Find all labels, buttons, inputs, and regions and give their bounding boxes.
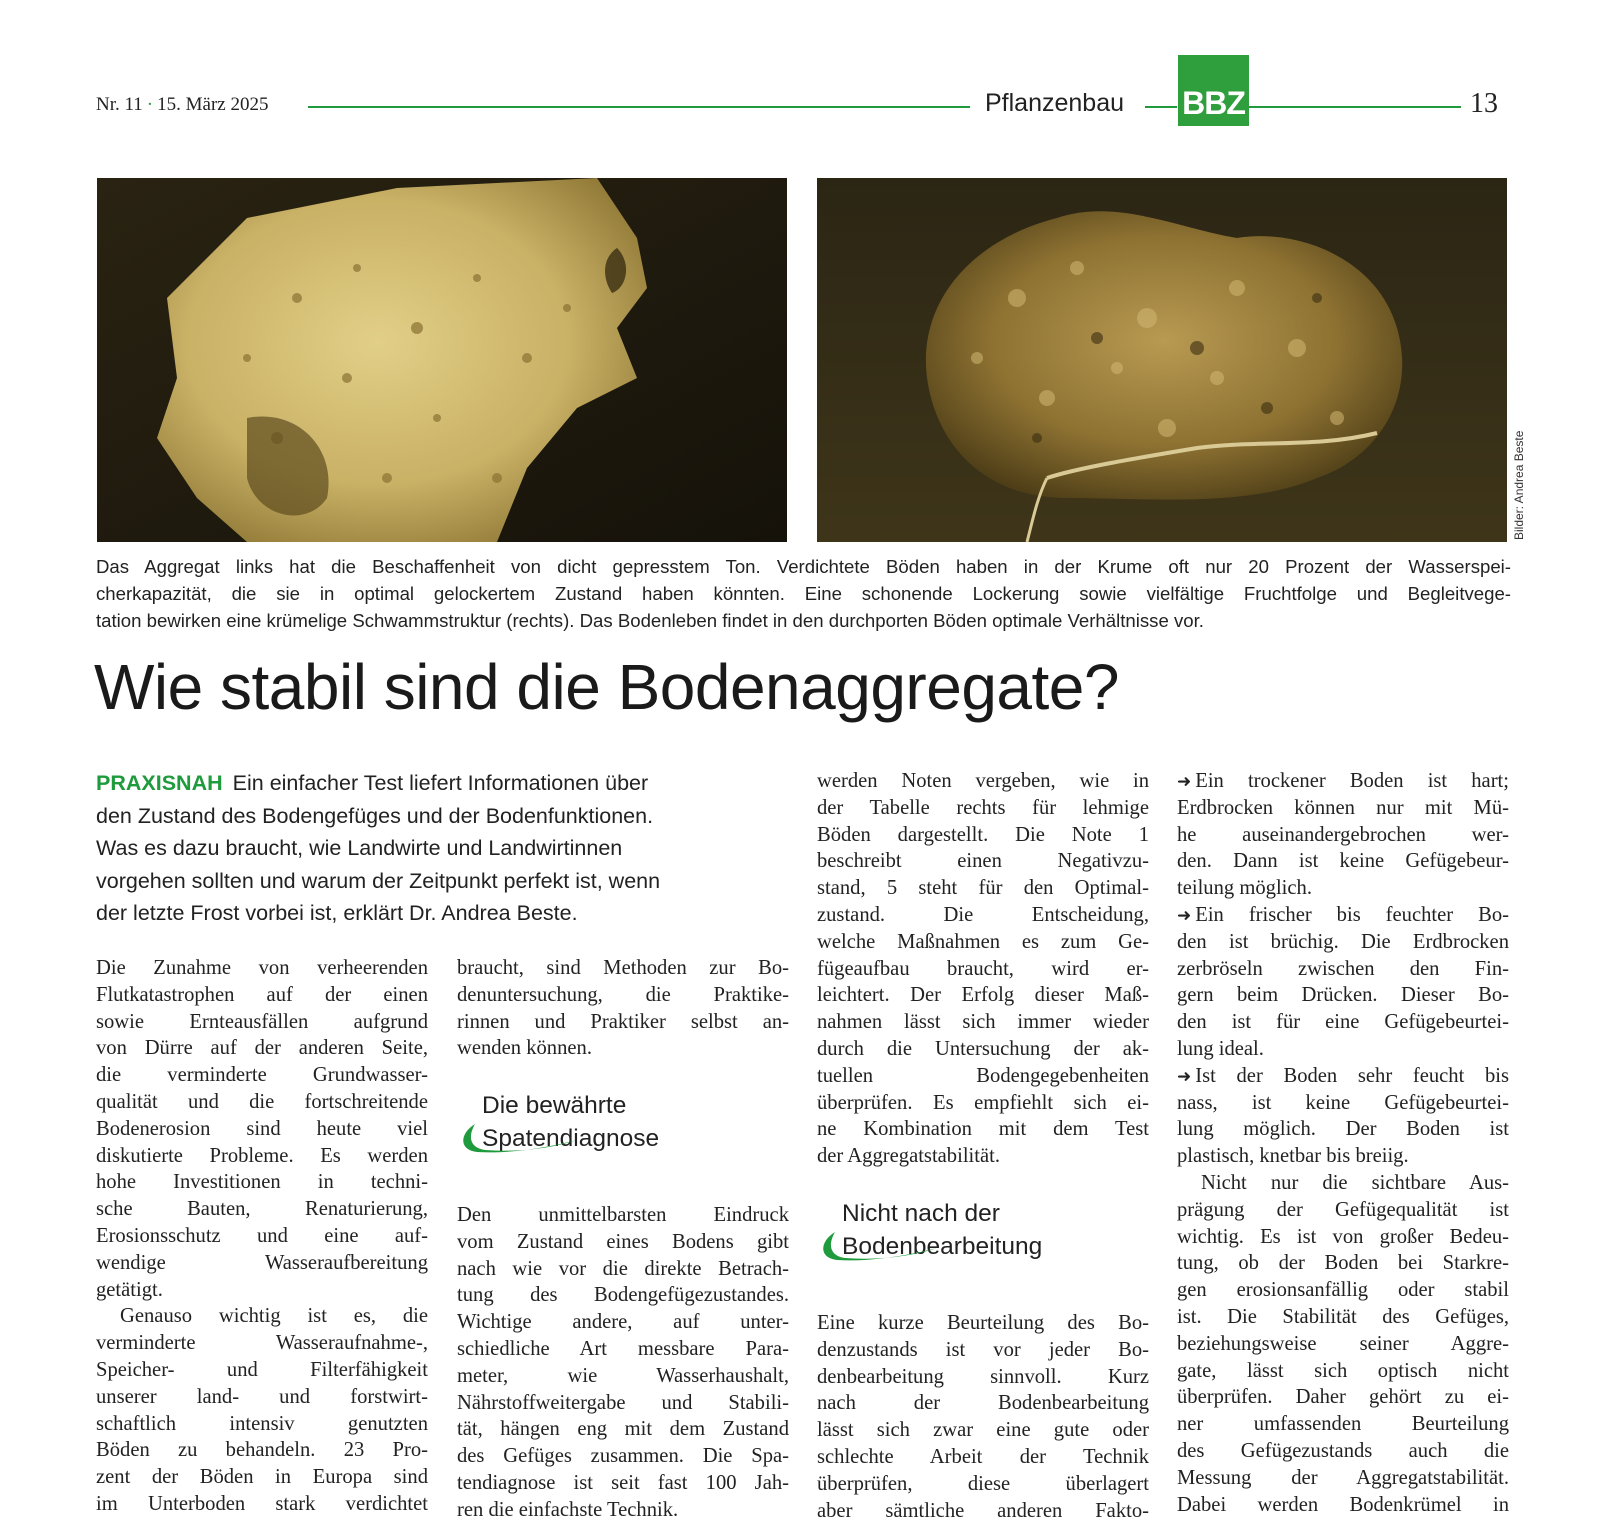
article-headline: Wie stabil sind die Bodenaggregate? <box>94 651 1119 723</box>
text-line-content: ner umfassenden Beurteilung <box>1177 1413 1509 1436</box>
text-line-content: durch die Untersuchung der ak- <box>817 1037 1149 1060</box>
issue-date <box>96 94 268 116</box>
text-line <box>1177 1009 1509 1036</box>
section-title: Pflanzenbau <box>985 89 1125 117</box>
text-line <box>96 982 428 1009</box>
text-line <box>96 1116 428 1143</box>
text-line <box>817 1390 1149 1417</box>
subhead-swoosh-icon <box>817 1228 947 1268</box>
text-line <box>457 1416 789 1443</box>
text-line-content: tung des Bodengefügezustandes. <box>457 1284 789 1307</box>
text-line-content: denbearbeitung sinnvoll. Kurz <box>817 1365 1149 1388</box>
text-line-content: fügeaufbau braucht, wird er- <box>817 957 1149 980</box>
text-line <box>457 1202 789 1229</box>
text-line-content: im Unterboden stark verdichtet <box>96 1492 428 1515</box>
text-line <box>817 848 1149 875</box>
text-line-content: qualität und die fortschreitende <box>96 1090 428 1113</box>
text-line <box>817 1090 1149 1117</box>
text-line <box>817 875 1149 902</box>
text-line-content: Nährstoffweitergabe und Stabili- <box>457 1391 789 1414</box>
body-column-2-top <box>457 955 789 1062</box>
text-line-content: gern beim Drücken. Dieser Bo- <box>1177 984 1509 1007</box>
text-line-content: denzustands ist vor jeder Bo- <box>817 1338 1149 1361</box>
text-line-content: tung, ob der Boden bei Starkre- <box>1177 1252 1509 1275</box>
text-line <box>1177 929 1509 956</box>
text-line <box>1177 902 1509 929</box>
text-line-content: Den unmittelbarsten Eindruck <box>457 1204 789 1226</box>
text-line-content: Ein frischer bis feuchter Bo- <box>1195 903 1509 926</box>
text-line-content: wendige Wasseraufbereitung <box>96 1251 428 1274</box>
text-line-content: nach der Bodenbearbeitung <box>817 1392 1149 1415</box>
text-line-content: Wichtige andere, auf unter- <box>457 1311 789 1334</box>
text-line-content: diskutierte Probleme. Es werden <box>96 1144 428 1167</box>
text-line <box>96 1223 428 1250</box>
text-line-content: Genauso wichtig ist es, die <box>120 1305 428 1328</box>
text-line <box>817 1337 1149 1364</box>
text-line-content: Ist der Boden sehr feucht bis <box>1195 1064 1509 1087</box>
text-line-content: sowie Ernteausfällen aufgrund <box>96 1010 428 1033</box>
text-line-content: den ist für eine Gefügebeurtei- <box>1177 1011 1509 1034</box>
text-line-content: teilung möglich. <box>1177 877 1312 900</box>
text-line-content: Messung der Aggregatstabilität. <box>1177 1466 1509 1489</box>
body-column-4 <box>1177 768 1509 1518</box>
text-line <box>96 1009 428 1036</box>
subhead-line: Spatendiagnose <box>482 1124 660 1152</box>
text-line-content: stand, 5 steht für den Optimal- <box>817 877 1149 900</box>
text-line-content: von Dürre auf der anderen Seite, <box>96 1037 428 1060</box>
text-line <box>96 955 428 982</box>
text-line <box>457 1470 789 1497</box>
text-line-content: wenden können. <box>457 1037 592 1060</box>
text-line-content: nass, ist keine Gefügebeurtei- <box>1177 1091 1509 1114</box>
text-line-content: Dabei werden Bodenkrümel in <box>1177 1493 1509 1516</box>
text-line-content: werden Noten vergeben, wie in <box>817 770 1149 792</box>
photo-crumbly-aggregate <box>817 178 1507 542</box>
body-column-3-top <box>817 768 1149 1170</box>
text-line <box>457 1497 789 1524</box>
text-line <box>817 1471 1149 1498</box>
logo-text: BBZ <box>1182 85 1245 121</box>
text-line-content: Böden dargestellt. Die Note 1 <box>817 823 1149 846</box>
lead-line: der letzte Frost vorbei ist, erklärt Dr. Andrea Beste. <box>96 901 578 925</box>
text-line-content: tuellen Bodengegebenheiten <box>817 1064 1149 1087</box>
text-line <box>1177 848 1509 875</box>
bbz-logo <box>1178 55 1249 126</box>
text-line-content: getätigt. <box>96 1278 163 1301</box>
text-line-content: ren die einfachste Technik. <box>457 1498 679 1521</box>
lead-kicker: PRAXISNAH <box>96 771 223 795</box>
text-line <box>96 1062 428 1089</box>
text-line-content: gen erosionsanfällig oder stabil <box>1177 1279 1509 1302</box>
subhead-line: Nicht nach der <box>842 1200 1000 1227</box>
text-line-content: die verminderte Grundwasser- <box>96 1064 428 1087</box>
arrow-right-icon: ➜ <box>1177 1066 1192 1087</box>
text-line <box>1177 1170 1509 1197</box>
text-line <box>1177 1438 1509 1465</box>
lead-line: vorgehen sollten und warum der Zeitpunkt perfekt ist, wenn <box>96 868 661 893</box>
text-line <box>457 982 789 1009</box>
text-line <box>96 1330 428 1357</box>
text-line-content: Flutkatastrophen auf der einen <box>96 983 428 1006</box>
text-line-content: des Gefügezustands auch die <box>1177 1439 1509 1462</box>
text-line-content: denuntersuchung, die Praktike- <box>457 983 789 1006</box>
text-line-content: aber sämtliche anderen Fakto- <box>817 1499 1149 1522</box>
text-line <box>96 1303 428 1330</box>
text-line <box>96 1464 428 1491</box>
text-line-content: vom Zustand eines Bodens gibt <box>457 1230 789 1253</box>
text-line <box>96 1250 428 1277</box>
text-line <box>1177 768 1509 795</box>
text-line <box>457 1390 789 1417</box>
text-line-content: Erdbrocken können nur mit Mü- <box>1177 796 1509 819</box>
text-line-content: wichtig. Es ist von großer Bedeu- <box>1177 1225 1509 1248</box>
text-line <box>817 1498 1149 1525</box>
text-line-content: Böden zu behandeln. 23 Pro- <box>96 1439 428 1462</box>
text-line <box>817 1310 1149 1337</box>
text-line <box>1177 1063 1509 1090</box>
text-line-content: zent der Böden in Europa sind <box>96 1466 428 1489</box>
text-line-content: nahmen lässt sich immer wieder <box>817 1011 1149 1034</box>
arrow-right-icon: ➜ <box>1177 905 1192 926</box>
photo-compact-aggregate <box>97 178 787 542</box>
header-rule-right <box>1249 106 1461 108</box>
issue-number: Nr. 11 <box>96 94 143 115</box>
text-line <box>817 768 1149 795</box>
text-line-content: lung möglich. Der Boden ist <box>1177 1118 1509 1141</box>
text-line-content: ist. Die Stabilität des Gefüges, <box>1177 1305 1509 1328</box>
body-column-1 <box>96 955 428 1518</box>
text-line-content: nach wie vor die direkte Betrach- <box>457 1257 789 1280</box>
text-line-content: rinnen und Praktiker selbst an- <box>457 1010 789 1033</box>
text-line <box>96 1411 428 1438</box>
issue-date-text: 15. März 2025 <box>157 94 269 115</box>
caption-line: tation bewirken eine krümelige Schwammstruktur (rechts). Das Bodenleben findet in den durchporten Böden optimale Verhältnisse vor. <box>96 610 1204 631</box>
subhead-spatendiagnose <box>457 1090 797 1155</box>
text-line-content: den. Dann ist keine Gefügebeur- <box>1177 850 1509 873</box>
lead-line: Ein einfacher Test liefert Informationen über <box>232 771 649 795</box>
text-line-content: lung ideal. <box>1177 1037 1264 1060</box>
text-line <box>1177 956 1509 983</box>
text-line-content: Erosionsschutz und eine auf- <box>96 1224 428 1247</box>
text-line <box>817 902 1149 929</box>
text-line <box>817 929 1149 956</box>
text-line <box>1177 822 1509 849</box>
text-line-content: ne Kombination mit dem Test <box>817 1118 1149 1141</box>
text-line-content: meter, wie Wasserhaushalt, <box>457 1364 789 1387</box>
text-line <box>457 955 789 982</box>
text-line-content: leichtert. Der Erfolg dieser Maß- <box>817 984 1149 1007</box>
text-line <box>457 1309 789 1336</box>
text-line <box>817 822 1149 849</box>
subhead-swoosh-icon <box>457 1120 587 1160</box>
text-line <box>457 1282 789 1309</box>
caption-line: cherkapazität, die sie in optimal gelockertem Zustand haben könnten. Eine schonende Lockerung sowie vielfältige Fruchtfolge und Begleitvege- <box>96 583 1511 604</box>
text-line-content: verminderte Wasseraufnahme-, <box>96 1332 428 1355</box>
subhead-bodenbearbeitung <box>817 1198 1157 1263</box>
subhead-line: Die bewährte <box>482 1092 627 1119</box>
text-line-content: hohe Investitionen in techni- <box>96 1171 428 1194</box>
text-line-content: Bodenerosion sind heute viel <box>96 1117 428 1140</box>
text-line-content: überprüfen. Daher gehört zu ei- <box>1177 1386 1509 1409</box>
text-line <box>1177 1224 1509 1251</box>
subhead-line: Bodenbearbeitung <box>842 1232 1043 1260</box>
text-line <box>817 1116 1149 1143</box>
text-line <box>817 956 1149 983</box>
text-line-content: zustand. Die Entscheidung, <box>817 903 1149 926</box>
text-line-content: beschreibt einen Negativzu- <box>817 850 1149 873</box>
text-line <box>817 1143 1149 1170</box>
text-line <box>1177 1384 1509 1411</box>
text-line <box>96 1143 428 1170</box>
text-line <box>817 982 1149 1009</box>
text-line <box>457 1256 789 1283</box>
text-line <box>1177 1143 1509 1170</box>
text-line-content: schiedliche Art messbare Para- <box>457 1337 789 1360</box>
text-line-content: Eine kurze Beurteilung des Bo- <box>817 1312 1149 1334</box>
text-line-content: Ein trockener Boden ist hart; <box>1195 770 1509 792</box>
header-rule-mid <box>1145 106 1177 108</box>
text-line-content: beziehungsweise seiner Aggre- <box>1177 1332 1509 1355</box>
text-line <box>457 1336 789 1363</box>
text-line <box>96 1089 428 1116</box>
text-line <box>1177 1331 1509 1358</box>
text-line-content: Die Zunahme von verheerenden <box>96 957 428 979</box>
text-line <box>1177 1197 1509 1224</box>
text-line <box>457 1035 789 1062</box>
text-line-content: der Tabelle rechts für lehmige <box>817 796 1149 819</box>
text-line <box>1177 1090 1509 1117</box>
text-line-content: Speicher- und Filterfähigkeit <box>96 1358 428 1381</box>
text-line <box>1177 1411 1509 1438</box>
text-line <box>96 1437 428 1464</box>
text-line-content: des Gefüges zusammen. Die Spa- <box>457 1445 789 1468</box>
text-line-content: tät, hängen eng mit dem Zustand <box>457 1418 789 1441</box>
text-line <box>96 1035 428 1062</box>
photo-credit: Bilder: Andrea Beste <box>1512 430 1526 540</box>
text-line-content: den ist brüchig. Die Erdbrocken <box>1177 930 1509 953</box>
text-line-content: unserer land- und forstwirt- <box>96 1385 428 1408</box>
header-rule-left <box>308 106 970 108</box>
text-line-content: braucht, sind Methoden zur Bo- <box>457 957 789 979</box>
text-line-content: lässt sich zwar eine gute oder <box>817 1419 1149 1442</box>
text-line <box>1177 875 1509 902</box>
text-line <box>817 1364 1149 1391</box>
text-line <box>1177 1116 1509 1143</box>
text-line <box>817 795 1149 822</box>
text-line <box>457 1443 789 1470</box>
text-line <box>817 1036 1149 1063</box>
text-line <box>457 1363 789 1390</box>
text-line <box>96 1384 428 1411</box>
lead-line: den Zustand des Bodengefüges und der Bodenfunktionen. <box>96 803 654 828</box>
text-line <box>96 1169 428 1196</box>
text-line <box>1177 1304 1509 1331</box>
text-line <box>817 1009 1149 1036</box>
text-line <box>457 1009 789 1036</box>
text-line-content: prägung der Gefügequalität ist <box>1177 1198 1509 1221</box>
text-line-content: zerbröseln zwischen den Fin- <box>1177 957 1509 980</box>
text-line <box>1177 795 1509 822</box>
text-line-content: schaftlich intensiv genutzten <box>96 1412 428 1435</box>
text-line-content: überprüfen, diese überlagert <box>817 1472 1149 1495</box>
text-line-content: welche Maßnahmen es zum Ge- <box>817 930 1149 953</box>
text-line-content: gate, lässt sich optisch nicht <box>1177 1359 1509 1382</box>
page-number: 13 <box>1470 88 1498 119</box>
text-line-content: he auseinandergebrochen wer- <box>1177 823 1509 846</box>
text-line <box>96 1277 428 1304</box>
text-line <box>1177 982 1509 1009</box>
text-line <box>1177 1250 1509 1277</box>
text-line <box>96 1196 428 1223</box>
text-line <box>1177 1277 1509 1304</box>
text-line <box>1177 1036 1509 1063</box>
photo-caption <box>96 553 1511 634</box>
text-line-content: tendiagnose ist seit fast 100 Jah- <box>457 1471 789 1494</box>
text-line-content: der Aggregatstabilität. <box>817 1145 1001 1168</box>
text-line <box>457 1229 789 1256</box>
text-line-content: Nicht nur die sichtbare Aus- <box>1201 1171 1509 1194</box>
text-line <box>817 1063 1149 1090</box>
text-line <box>1177 1358 1509 1385</box>
caption-line: Das Aggregat links hat die Beschaffenheit von dicht gepresstem Ton. Verdichtete Böden haben in der Krume oft nur 20 Prozent der Wasserspei- <box>96 556 1511 577</box>
text-line-content: überprüfen. Es empfiehlt sich ei- <box>817 1091 1149 1114</box>
issue-separator: · <box>146 94 154 115</box>
text-line <box>817 1417 1149 1444</box>
text-line-content: plastisch, knetbar bis breiig. <box>1177 1145 1409 1168</box>
arrow-right-icon: ➜ <box>1177 772 1192 792</box>
text-line <box>1177 1492 1509 1519</box>
text-line-content: sche Bauten, Renaturierung, <box>96 1198 428 1221</box>
text-line-content: schlechte Arbeit der Technik <box>817 1445 1149 1468</box>
article-lead <box>96 767 796 930</box>
text-line <box>96 1357 428 1384</box>
text-line <box>817 1444 1149 1471</box>
lead-line: Was es dazu braucht, wie Landwirte und Landwirtinnen <box>96 836 623 860</box>
body-column-2-bottom <box>457 1202 789 1524</box>
text-line <box>1177 1465 1509 1492</box>
text-line <box>96 1491 428 1518</box>
body-column-3-bottom <box>817 1310 1149 1524</box>
